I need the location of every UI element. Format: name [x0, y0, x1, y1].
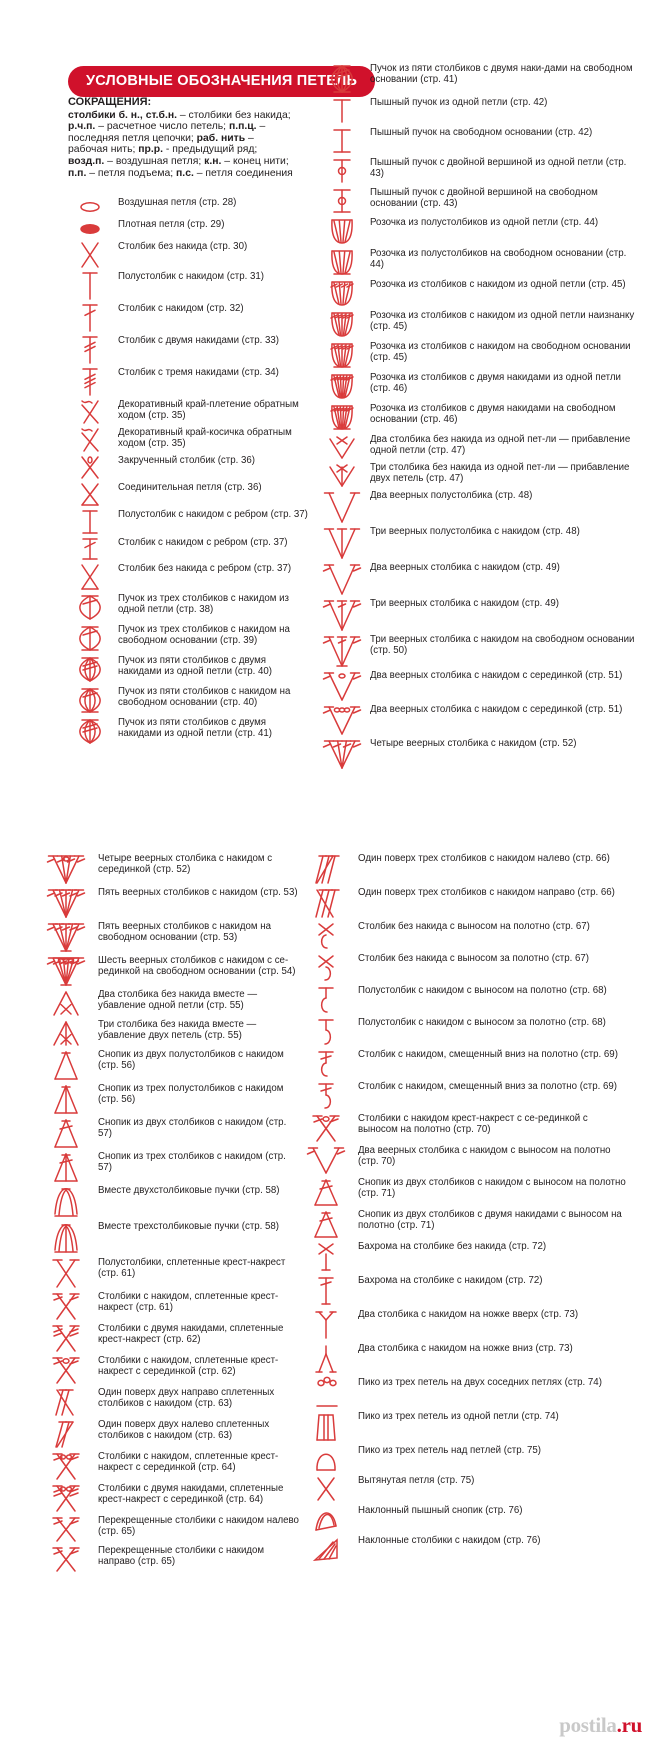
legend-item — [320, 433, 640, 461]
legend-item — [68, 536, 308, 562]
legend-item-label: Четыре веерных столбика с накидом (стр. 52) — [370, 738, 577, 749]
legend-item — [40, 954, 300, 988]
legend-item-label: Три веерных столбика с накидом на свободном основании (стр. 50) — [370, 634, 635, 657]
legend-item — [300, 1274, 630, 1308]
legend-item-label: Столбики с накидом, сплетенные крест-накрест с серединкой (стр. 64) — [98, 1451, 279, 1474]
legend-item — [68, 398, 308, 426]
two-dc-leg-down-icon — [300, 1342, 352, 1376]
legend-item — [320, 371, 640, 402]
legend-item — [40, 1290, 300, 1322]
legend-item-label: Декоративный край-плетение обратным ходом (стр. 35) — [118, 399, 299, 422]
legend-item-label: Столбик без накида с выносом за полотно (стр. 67) — [358, 953, 590, 964]
legend-item-label: Три веерных столбика с накидом (стр. 49) — [370, 598, 559, 609]
legend-item — [68, 508, 308, 536]
legend-item — [40, 1018, 300, 1048]
legend-item-label: Полустолбики, сплетенные крест-накрест (стр. 61) — [98, 1257, 286, 1280]
legend-item-label: Пучок из трех столбиков с накидом из одной петли (стр. 38) — [118, 593, 289, 616]
fpdc-down-icon — [300, 1048, 352, 1080]
legend-item-label: Два столбика с накидом на ножке вверх (стр. 73) — [358, 1309, 579, 1320]
fan3-dc-icon — [320, 597, 364, 633]
legend-item-label: Снопик из двух столбиков с накидом (стр. 57) — [98, 1117, 287, 1140]
legend-item — [68, 592, 308, 623]
legend-item-label: Вытянутая петля (стр. 75) — [358, 1475, 475, 1486]
legend-item-label: Полустолбик с накидом с выносом за полотно (стр. 68) — [358, 1017, 606, 1028]
cross-fp-mid-icon — [300, 1112, 352, 1144]
legend-item — [68, 454, 308, 481]
legend-item-label: Закрученный столбик (стр. 36) — [118, 455, 255, 466]
legend-item-label: Шесть веерных столбиков с накидом с се-рединкой на свободном основании (стр. 54) — [98, 955, 296, 978]
legend-item-label: Четыре веерных столбика с накидом с серединкой (стр. 52) — [98, 853, 273, 876]
dec2-icon — [40, 988, 92, 1018]
legend-item-label: Столбики с накидом, сплетенные крест-накрест (стр. 61) — [98, 1291, 279, 1314]
fpsc-icon — [300, 920, 352, 952]
legend-item-label: Два веерных столбика с накидом (стр. 49) — [370, 562, 560, 573]
legend-item-label: Три веерных полустолбика с накидом (стр. 48) — [370, 526, 580, 537]
legend-item — [320, 737, 640, 771]
legend-item-label: Столбик с накидом, смещенный вниз на полотно (стр. 69) — [358, 1049, 618, 1060]
legend-item-label: Розочка из столбиков с накидом на свободном основании (стр. 45) — [370, 341, 631, 364]
legend-item — [68, 623, 308, 654]
legend-item-label: Розочка из столбиков с накидом из одной петли (стр. 45) — [370, 279, 626, 290]
t-two-dash-icon — [68, 334, 112, 366]
rose-half-closed-icon — [320, 216, 364, 247]
legend-item — [40, 1482, 300, 1514]
legend-item — [40, 1322, 300, 1354]
legend-item-label: Воздушная петля (стр. 28) — [118, 197, 237, 208]
legend-item — [40, 988, 300, 1018]
legend-item — [68, 196, 308, 218]
legend-item — [68, 562, 308, 592]
legend-item-label: Декоративный край-косичка обратным ходом (стр. 35) — [118, 427, 292, 450]
legend-item-label: Вместе трехстолбиковые пучки (стр. 58) — [98, 1221, 280, 1232]
t-rib-icon — [68, 508, 112, 536]
legend-item — [40, 1256, 300, 1290]
fan2-dc-mid-icon — [320, 669, 364, 703]
t-rib-dash-icon — [68, 536, 112, 562]
legend-item-label: Столбики с накидом крест-накрест с се-рединкой с выносом на полотно (стр. 70) — [358, 1113, 588, 1136]
legend-item-label: Полустолбик с накидом (стр. 31) — [118, 271, 265, 282]
legend-item — [320, 561, 640, 597]
legend-column-2 — [320, 62, 640, 771]
cross-twist-icon — [68, 454, 112, 481]
legend-item — [300, 920, 630, 952]
legend-item — [40, 1386, 300, 1418]
bundle5-closed-icon — [68, 654, 112, 685]
bundle3-open-icon — [68, 623, 112, 654]
legend-column-1 — [68, 196, 308, 747]
legend-item — [68, 270, 308, 302]
legend-item-label: Розочка из столбиков с двумя накидами на свободном основании (стр. 46) — [370, 403, 616, 426]
legend-column-4 — [300, 852, 630, 1564]
legend-item-label: Столбик с тремя накидами (стр. 34) — [118, 367, 279, 378]
legend-item — [300, 1376, 630, 1410]
legend-item-label: Один поверх двух направо сплетенных столбиков с накидом (стр. 63) — [98, 1387, 275, 1410]
legend-item-label: Столбик с накидом, смещенный вниз за полотно (стр. 69) — [358, 1081, 618, 1092]
legend-item — [300, 1444, 630, 1474]
legend-item-label: Пико из трех петель над петлей (стр. 75) — [358, 1445, 542, 1456]
legend-item-label: Пучок из пяти столбиков с накидом на свободном основании (стр. 40) — [118, 686, 291, 709]
picot3-two-icon — [300, 1376, 352, 1410]
legend-item-label: Три столбика без накида вместе — убавление двух петель (стр. 55) — [98, 1019, 257, 1042]
legend-item-label: Полустолбик с накидом с ребром (стр. 37) — [118, 509, 308, 520]
fan2-half-icon — [320, 489, 364, 525]
legend-item — [300, 1176, 630, 1208]
legend-item — [320, 703, 640, 737]
legend-item-label: Столбики с двумя накидами, сплетенные крест-накрест (стр. 62) — [98, 1323, 284, 1346]
fan3-dc-open-icon — [320, 633, 364, 669]
legend-item — [300, 1410, 630, 1444]
one-over-two-left-icon — [40, 1418, 92, 1450]
legend-item-label: Столбик с двумя накидами (стр. 33) — [118, 335, 279, 346]
legend-item-label: Наклонные столбики с накидом (стр. 76) — [358, 1535, 541, 1546]
sheaf2-half-icon — [40, 1048, 92, 1082]
cross-half-icon — [40, 1256, 92, 1290]
crossed-right-icon — [40, 1544, 92, 1574]
t-bar-icon — [68, 270, 112, 302]
inc2-sc-icon — [320, 433, 364, 461]
legend-item-label: Снопик из двух полустолбиков с накидом (стр. 56) — [98, 1049, 284, 1072]
legend-item-label: Пышный пучок с двойной вершиной на свободном основании (стр. 43) — [370, 187, 598, 210]
legend-item — [300, 1208, 630, 1240]
legend-item-label: Перекрещенные столбики с накидом налево (стр. 65) — [98, 1515, 299, 1538]
legend-item — [40, 1354, 300, 1386]
cross-dc-mid2-icon — [40, 1450, 92, 1482]
legend-item — [320, 597, 640, 633]
legend-item-label: Наклонный пышный снопик (стр. 76) — [358, 1505, 523, 1516]
cross-icon — [68, 240, 112, 270]
legend-item — [68, 654, 308, 685]
legend-item — [40, 1116, 300, 1150]
legend-item — [320, 402, 640, 433]
legend-item — [320, 669, 640, 703]
legend-item-label: Столбик без накида (стр. 30) — [118, 241, 248, 252]
legend-item — [68, 481, 308, 508]
legend-item-label: Столбик без накида с выносом на полотно (стр. 67) — [358, 921, 590, 932]
legend-item-label: Один поверх трех столбиков с накидом налево (стр. 66) — [358, 853, 610, 864]
legend-item — [40, 1418, 300, 1450]
legend-item — [68, 302, 308, 334]
puff-open-icon — [320, 126, 364, 156]
legend-item-label: Два веерных столбика с накидом с серединкой (стр. 51) — [370, 670, 623, 681]
legend-item — [40, 1082, 300, 1116]
legend-item-label: Пять веерных столбиков с накидом на свободном основании (стр. 53) — [98, 921, 272, 944]
cross-wave2-icon — [68, 426, 112, 454]
legend-item — [300, 1342, 630, 1376]
legend-item-label: Розочка из столбиков с двумя накидами из одной петли (стр. 46) — [370, 372, 621, 395]
legend-item — [320, 461, 640, 489]
legend-item-label: Один поверх двух налево сплетенных столбиков с накидом (стр. 63) — [98, 1419, 270, 1442]
crossed-left-icon — [40, 1514, 92, 1544]
cross-rib-icon — [68, 562, 112, 592]
legend-item — [320, 525, 640, 561]
one-over-three-right-icon — [300, 886, 352, 920]
legend-item — [40, 1514, 300, 1544]
legend-item — [300, 984, 630, 1016]
fan4-mid-icon — [40, 852, 92, 886]
legend-item — [68, 366, 308, 398]
legend-item-label: Снопик из двух столбиков с двумя накидами с выносом на полотно (стр. 71) — [358, 1209, 622, 1232]
legend-item — [68, 218, 308, 240]
legend-item-label: Вместе двухстолбиковые пучки (стр. 58) — [98, 1185, 280, 1196]
legend-item-label: Столбик с накидом (стр. 32) — [118, 303, 244, 314]
dec3-icon — [40, 1018, 92, 1048]
bphdc-icon — [300, 1016, 352, 1048]
legend-item — [300, 1308, 630, 1342]
legend-item-label: Столбики с накидом, сплетенные крест-накрест с серединкой (стр. 62) — [98, 1355, 279, 1378]
t-three-dash-icon — [68, 366, 112, 398]
bpdc-down-icon — [300, 1080, 352, 1112]
bundle5-open-icon — [68, 685, 112, 716]
legend-item — [300, 852, 630, 886]
legend-item — [40, 1450, 300, 1482]
fan2-dc-mid3-icon — [320, 703, 364, 737]
legend-column-3 — [40, 852, 300, 1574]
cross-bar-icon — [68, 481, 112, 508]
legend-item-label: Столбик без накида с ребром (стр. 37) — [118, 563, 292, 574]
legend-item — [320, 633, 640, 669]
legend-item-label: Розочка из полустолбиков из одной петли (стр. 44) — [370, 217, 599, 228]
fan5-icon — [40, 886, 92, 920]
watermark-text: postila — [559, 1713, 617, 1737]
bundle5-closed2-icon — [68, 716, 112, 747]
bpsc-icon — [300, 952, 352, 984]
legend-item — [40, 1048, 300, 1082]
legend-item — [40, 920, 300, 954]
cross-2yo-mid-icon — [40, 1482, 92, 1514]
bundle3-closed-icon — [68, 592, 112, 623]
cross-dc-mid-icon — [40, 1354, 92, 1386]
legend-item — [300, 1144, 630, 1176]
watermark-suffix: .ru — [616, 1713, 642, 1737]
two-dc-leg-up-icon — [300, 1308, 352, 1342]
legend-item — [300, 1048, 630, 1080]
sheaf3-dc-icon — [40, 1150, 92, 1184]
legend-item — [68, 426, 308, 454]
legend-item-label: Пышный пучок с двойной вершиной из одной петли (стр. 43) — [370, 157, 627, 180]
legend-item-label: Два столбика без накида вместе — убавление одной петли (стр. 55) — [98, 989, 258, 1012]
legend-item — [40, 1150, 300, 1184]
legend-item-label: Снопик из трех полустолбиков с накидом (стр. 56) — [98, 1083, 284, 1106]
legend-item-label: Пышный пучок из одной петли (стр. 42) — [370, 97, 548, 108]
legend-item-label: Пучок из пяти столбиков с двумя наки-дами на свободном основании (стр. 41) — [370, 63, 633, 86]
picot3-one-icon — [300, 1410, 352, 1444]
legend-item — [320, 489, 640, 525]
legend-item — [300, 1240, 630, 1274]
legend-item — [40, 1220, 300, 1256]
bundle5-open2-icon — [320, 62, 364, 96]
legend-item — [40, 852, 300, 886]
legend-item — [40, 1184, 300, 1220]
legend-item — [320, 62, 640, 96]
legend-item — [320, 186, 640, 216]
legend-item — [68, 240, 308, 270]
legend-item — [68, 716, 308, 747]
legend-item — [300, 886, 630, 920]
legend-item-label: Два столбика без накида из одной пет-ли — прибавление одной петли (стр. 47) — [370, 434, 631, 457]
oval-filled-icon — [68, 218, 112, 240]
sheaf2-2yo-fp-icon — [300, 1208, 352, 1240]
legend-item-label: Пико из трех петель из одной петли (стр. 74) — [358, 1411, 559, 1422]
legend-item — [320, 340, 640, 371]
cross-2yo-icon — [40, 1322, 92, 1354]
legend-item-label: Три столбика без накида из одной пет-ли — прибавление двух петель (стр. 47) — [370, 462, 630, 485]
rose-2yo-closed-icon — [320, 371, 364, 402]
fan3-half-icon — [320, 525, 364, 561]
slant-dc-icon — [300, 1534, 352, 1564]
watermark — [559, 1713, 642, 1738]
legend-item-label: Бахрома на столбике с накидом (стр. 72) — [358, 1275, 543, 1286]
picot3-over-icon — [300, 1444, 352, 1474]
legend-item — [320, 247, 640, 278]
legend-item — [320, 216, 640, 247]
sheaf3-half-icon — [40, 1082, 92, 1116]
legend-item-label: Столбики с двумя накидами, сплетенные крест-накрест с серединкой (стр. 64) — [98, 1483, 284, 1506]
legend-item-label: Два веерных столбика с накидом с выносом на полотно (стр. 70) — [358, 1145, 611, 1168]
legend-item — [320, 309, 640, 340]
legend-item-label: Пять веерных столбиков с накидом (стр. 53) — [98, 887, 298, 898]
fan4-dc-icon — [320, 737, 364, 771]
t-one-dash-icon — [68, 302, 112, 334]
sheaf2-dc-icon — [40, 1116, 92, 1150]
legend-item-label: Перекрещенные столбики с накидом направо (стр. 65) — [98, 1545, 265, 1568]
legend-item-label: Розочка из столбиков с накидом из одной петли наизнанку (стр. 45) — [370, 310, 635, 333]
legend-item — [68, 334, 308, 366]
fringe-sc-icon — [300, 1240, 352, 1274]
legend-item-label: Пико из трех петель на двух соседних петлях (стр. 74) — [358, 1377, 602, 1388]
cross-wave-icon — [68, 398, 112, 426]
legend-item — [68, 685, 308, 716]
abbreviations-title: СОКРАЩЕНИЯ: — [68, 96, 152, 108]
legend-item — [300, 1504, 630, 1534]
legend-item-label: Снопик из двух столбиков с накидом с выносом на полотно (стр. 71) — [358, 1177, 626, 1200]
legend-item — [300, 952, 630, 984]
legend-item — [320, 96, 640, 126]
puff-double-closed-icon — [320, 156, 364, 186]
legend-item — [40, 1544, 300, 1574]
fan5-open-icon — [40, 920, 92, 954]
legend-item-label: Розочка из полустолбиков на свободном основании (стр. 44) — [370, 248, 627, 271]
legend-item-label: Два столбика с накидом на ножке вниз (стр. 73) — [358, 1343, 573, 1354]
puff-double-open-icon — [320, 186, 364, 216]
bundles2-together-icon — [40, 1184, 92, 1220]
legend-item-label: Столбик с накидом с ребром (стр. 37) — [118, 537, 288, 548]
elongated-icon — [300, 1474, 352, 1504]
legend-item-label: Пучок из пяти столбиков с двумя накидами из одной петли (стр. 40) — [118, 655, 272, 678]
legend-item — [320, 278, 640, 309]
abbreviations-block — [68, 97, 296, 179]
puff-closed-icon — [320, 96, 364, 126]
rose-yo-open-icon — [320, 340, 364, 371]
cross-dc-icon — [40, 1290, 92, 1322]
rose-yo-inside-icon — [320, 309, 364, 340]
oval-open-icon — [68, 196, 112, 218]
legend-item-label: Соединительная петля (стр. 36) — [118, 482, 262, 493]
fringe-dc-icon — [300, 1274, 352, 1308]
legend-item — [320, 126, 640, 156]
bundles3-together-icon — [40, 1220, 92, 1256]
rose-yo-closed-icon — [320, 278, 364, 309]
sheaf2-fp-icon — [300, 1176, 352, 1208]
fphdc-icon — [300, 984, 352, 1016]
legend-item-label: Пучок из трех столбиков с накидом на свободном основании (стр. 39) — [118, 624, 290, 647]
page-title: УСЛОВНЫЕ ОБОЗНАЧЕНИЯ ПЕТЕЛЬ — [68, 66, 375, 97]
legend-item-label: Бахрома на столбике без накида (стр. 72) — [358, 1241, 547, 1252]
fan2-dc-icon — [320, 561, 364, 597]
legend-item-label: Один поверх трех столбиков с накидом направо (стр. 66) — [358, 887, 615, 898]
one-over-two-right-icon — [40, 1386, 92, 1418]
legend-item — [300, 1016, 630, 1048]
legend-item — [300, 1474, 630, 1504]
legend-item-label: Плотная петля (стр. 29) — [118, 219, 225, 230]
legend-item — [40, 886, 300, 920]
rose-half-open-icon — [320, 247, 364, 278]
fan6-mid-open-icon — [40, 954, 92, 988]
slant-puff-icon — [300, 1504, 352, 1534]
fan2-fp-icon — [300, 1144, 352, 1176]
legend-item-label: Снопик из трех столбиков с накидом (стр. 57) — [98, 1151, 286, 1174]
legend-item-label: Два веерных полустолбика (стр. 48) — [370, 490, 533, 501]
legend-item-label: Пышный пучок на свободном основании (стр. 42) — [370, 127, 593, 138]
abbreviations-text: столбики б. н., ст.б.н. – столбики без накида; р.ч.п. – расчетное число петель; п.п.ц. – последняя петля цепочки; раб. нить – рабочая нить; пр.р. - предыдущий ряд; возд.п. – воздушная петля; к.н. – конец нити; п.п. – петля подъема; п.с. – петля соединения — [68, 109, 293, 179]
inc3-sc-icon — [320, 461, 364, 489]
legend-item — [300, 1112, 630, 1144]
legend-item-label: Пучок из пяти столбиков с двумя накидами из одной петли (стр. 41) — [118, 717, 272, 740]
one-over-three-left-icon — [300, 852, 352, 886]
rose-2yo-open-icon — [320, 402, 364, 433]
legend-item — [300, 1534, 630, 1564]
legend-item — [300, 1080, 630, 1112]
legend-item-label: Два веерных столбика с накидом с серединкой (стр. 51) — [370, 704, 623, 715]
legend-item-label: Полустолбик с накидом с выносом на полотно (стр. 68) — [358, 985, 607, 996]
legend-item — [320, 156, 640, 186]
